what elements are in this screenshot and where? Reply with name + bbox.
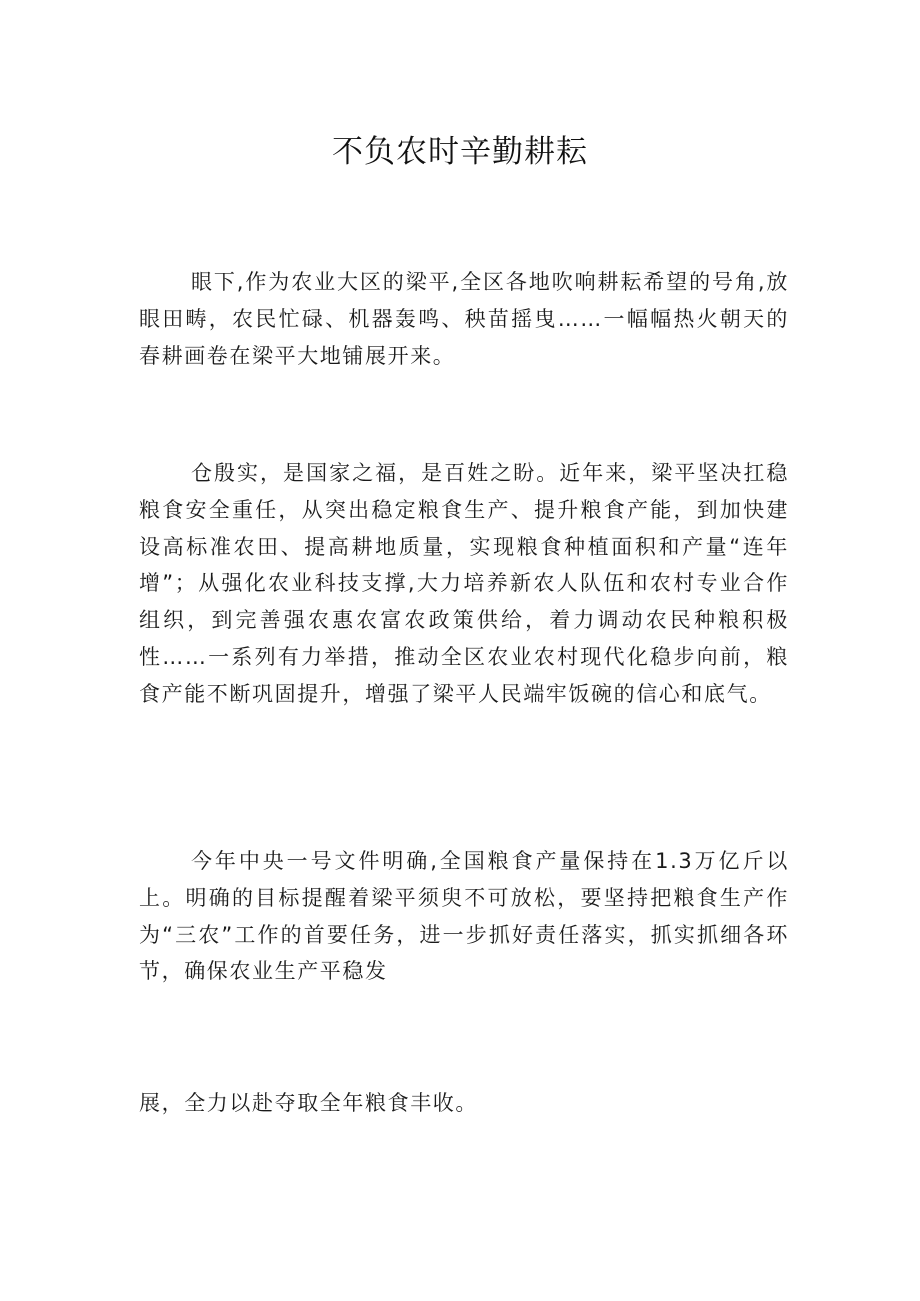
paragraph-central-document: 今年中央一号文件明确,全国粮食产量保持在1.3万亿斤以上。明确的目标提醒着梁平须臾不可放松，要坚持把粮食生产作为“三农”工作的首要任务，进一步抓好责任落实，抓实抓细各环节，确保农业生产平稳发: [139, 849, 789, 984]
paragraph-grain-security: 仓殷实，是国家之福，是百姓之盼。近年来，梁平坚决扛稳粮食安全重任，从突出稳定粮食生产、提升粮食产能，到加快建设高标准农田、提高耕地质量，实现粮食种植面积和产量“连年增”；从强化农业科技支撑,大力培养新农人队伍和农村专业合作组织，到完善强农惠农富农政策供给，着力调动农民种粮积极性……一系列有力举措，推动全区农业农村现代化稳步向前，粮食产能不断巩固提升，增强了梁平人民端牢饭碗的信心和底气。: [139, 461, 789, 706]
document-title: 不负农时辛勤耕耘: [332, 134, 588, 170]
paragraph-conclusion: 展，全力以赴夺取全年粮食丰收。: [139, 1091, 478, 1115]
paragraph-spring-plowing: 眼下,作为农业大区的梁平,全区各地吹响耕耘希望的号角,放眼田畴，农民忙碌、机器轰鸣、秧苗摇曳……一幅幅热火朝天的春耕画卷在梁平大地铺展开来。: [139, 270, 789, 368]
